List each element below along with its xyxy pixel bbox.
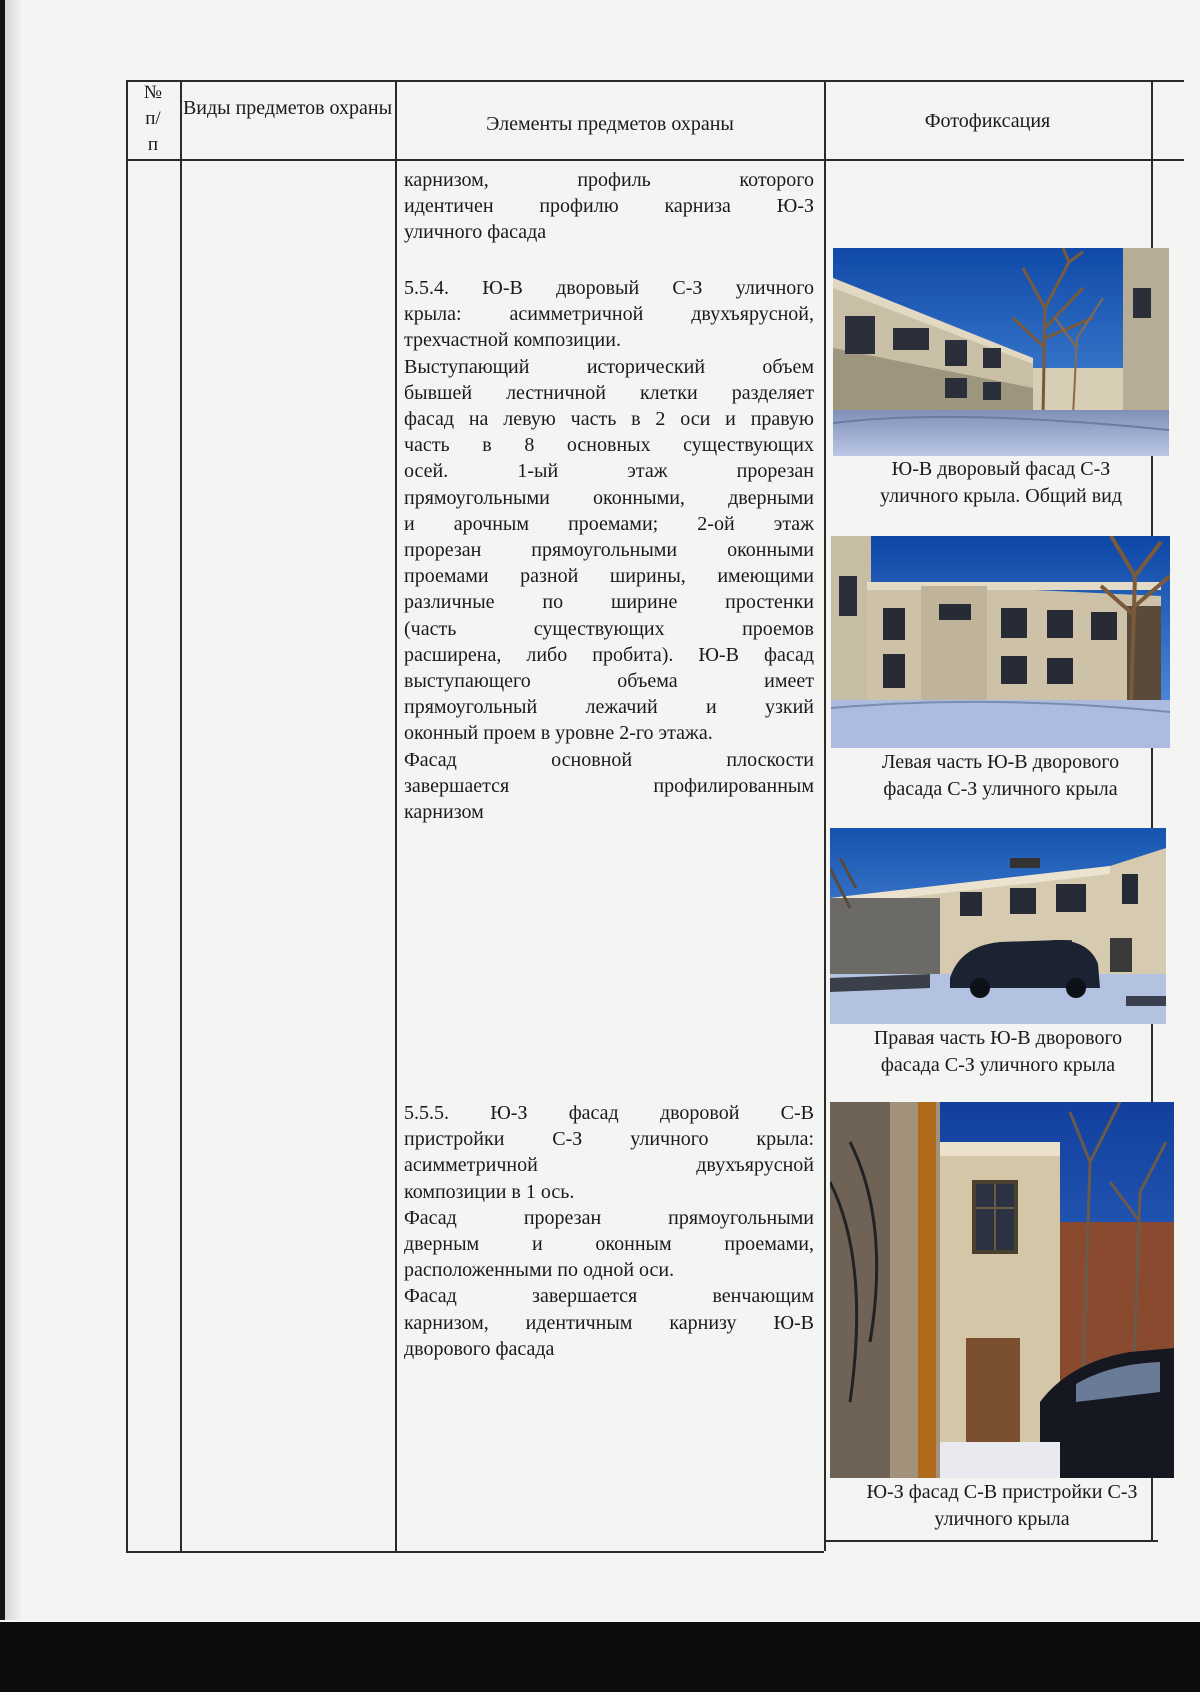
header-number: № п/ п: [143, 82, 163, 155]
photo-sw-facade-ne-annex: [830, 1102, 1174, 1478]
scan-bottom-bar: [0, 1622, 1200, 1692]
continuation-text: карнизом, профиль которого идентичен профилю карниза Ю-З уличного фасада: [404, 169, 814, 244]
caption-photo-1: Ю-В дворовый фасад С-З уличного крыла. Общий вид: [879, 458, 1123, 507]
header-protection-elements: Элементы предметов охраны: [486, 113, 734, 135]
header-protection-types: Виды предметов охраны: [182, 97, 393, 119]
caption-photo-4: Ю-З фасад С-В пристройки С-З уличного крыла: [866, 1481, 1138, 1530]
item-5-5-4-text: 5.5.4. Ю-В дворовый С-З уличного крыла: асимметричной двухъярусной, трехчастной композиции. Выступающий исторический объем бывшей лестничной клетки разделяет фасад на левую часть в 2 оси и правую часть в 8 основных существующих осей. 1-ый этаж прорезан прямоугольными оконными, дверными и арочным проемами; 2-ой этаж прорезан прямоугольными оконными проемами разной ширины, имеющими различные по ширине простенки (часть существующих проемов расширена, либо пробита). Ю-В фасад выступающего объема имеет прямоугольный лежачий и узкий оконный проем в уровне 2-го этажа. Фасад основной плоскости завершается профилированным карнизом: [404, 277, 814, 824]
header-photo-fixation: Фотофиксация: [924, 110, 1051, 132]
photo-right-part-courtyard-facade: [830, 828, 1166, 1024]
photo-courtyard-facade-general: [833, 248, 1169, 456]
caption-photo-2: Левая часть Ю-В дворового фасада С-З уличного крыла: [881, 751, 1120, 800]
photo-left-part-courtyard-facade: [831, 536, 1170, 748]
item-5-5-5-text: 5.5.5. Ю-З фасад дворовой С-В пристройки С-З уличного крыла: асимметричной двухъярусной композиции в 1 ось. Фасад прорезан прямоугольными дверным и оконным проемами, расположенными по одной оси. Фасад завершается венчающим карнизом, идентичным карнизу Ю-В дворового фасада: [404, 1102, 814, 1360]
caption-photo-3: Правая часть Ю-В дворового фасада С-З уличного крыла: [873, 1027, 1123, 1076]
scan-shadow: [5, 0, 23, 1620]
